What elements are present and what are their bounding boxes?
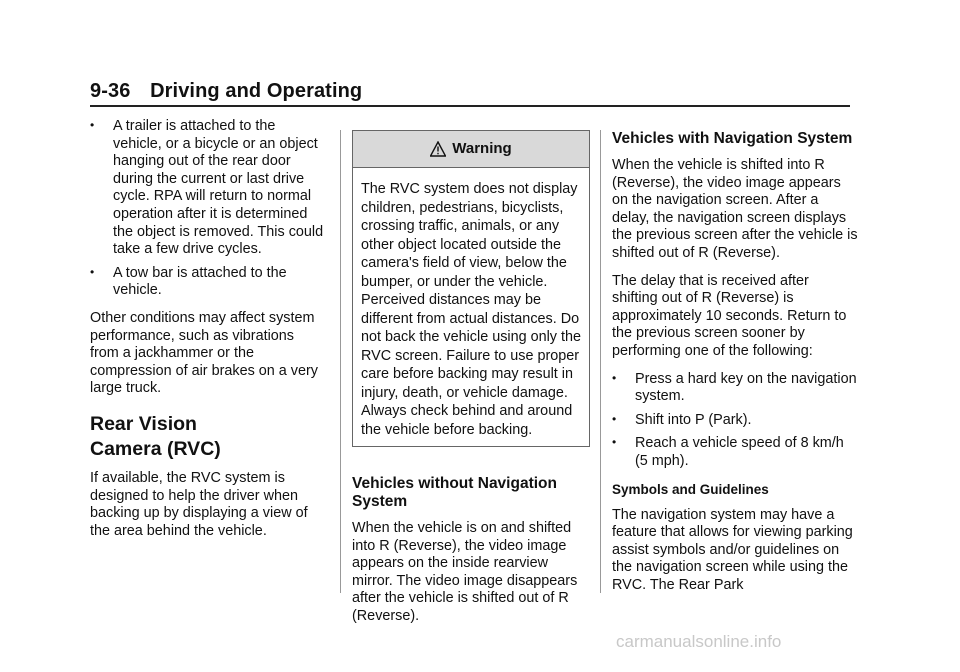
page-header — [90, 80, 850, 106]
warning-icon — [430, 141, 446, 157]
subsection-heading: Vehicles without Navigation System — [352, 475, 557, 510]
column-1 — [90, 118, 326, 550]
bullet-icon: • — [612, 411, 617, 426]
subsection-heading: Vehicles with Navigation System — [612, 130, 853, 147]
warning-box — [352, 130, 590, 447]
column-divider — [600, 130, 601, 593]
paragraph: The navigation system may have a feature that allows for viewing parking assist symbols and/or guidelines on the navigation screen while using the RVC. The Rear Park — [612, 506, 853, 593]
section-title: Driving and Operating — [150, 80, 363, 102]
bullet-icon: • — [90, 118, 95, 132]
list-item: • A tow bar is attached to the vehicle. — [90, 264, 287, 299]
bullet-icon: • — [612, 370, 617, 385]
page-number: 9-36 — [90, 80, 131, 102]
list-item: • Shift into P (Park). — [612, 411, 752, 428]
section-heading: Rear Vision Camera (RVC) — [90, 412, 221, 460]
bullet-icon: • — [90, 264, 95, 279]
paragraph: When the vehicle is on and shifted into R (Reverse), the video image appears on the inside rearview mirror. The video image disappears after the vehicle is shifted out of R (Reverse). — [352, 520, 578, 624]
minor-heading: Symbols and Guidelines — [612, 481, 769, 497]
bullet-icon: • — [612, 435, 617, 450]
list-item: • Reach a vehicle speed of 8 km/h (5 mph). — [612, 435, 844, 469]
paragraph: When the vehicle is shifted into R (Reverse), the video image appears on the navigation screen. After a delay, the navigation screen displays the previous screen after the vehicle is shifted out of R (Reverse). — [612, 157, 858, 261]
warning-text: The RVC system does not display children, pedestrians, bicyclists, crossing traffic, animals, or any other object located outside the camera's field of view, below the bumper, or under the vehicle. Perceived distances may be different from actual distances. Do not back the vehicle using only the RVC screen. Failure to use proper care before backing may result in injury, death, or vehicle damage. Always check behind and around the vehicle before backing. — [361, 181, 581, 438]
list-item: • A trailer is attached to the vehicle, or a bicycle or an object hanging out of the rear door during the current or last drive cycle. RPA will return to normal operation after it is determined the object is removed. This could take a few drive cycles. — [90, 118, 324, 258]
warning-header — [353, 131, 589, 168]
column-3 — [612, 130, 858, 604]
paragraph: Other conditions may affect system performance, such as vibrations from a jackhammer or the compression of air brakes on a very large truck. — [90, 309, 318, 397]
paragraph: If available, the RVC system is designed to help the driver when backing up by displaying a view of the area behind the vehicle. — [90, 469, 308, 539]
column-divider — [340, 130, 341, 593]
paragraph: The delay that is received after shifting out of R (Reverse) is approximately 10 seconds. Return to the previous screen sooner by performing one of the following: — [612, 272, 847, 359]
header-rule — [90, 105, 850, 107]
watermark: carmanualsonline.info — [616, 632, 782, 651]
column-2 — [352, 118, 590, 636]
list-item: • Press a hard key on the navigation system. — [612, 370, 857, 405]
warning-title: Warning — [452, 140, 512, 158]
